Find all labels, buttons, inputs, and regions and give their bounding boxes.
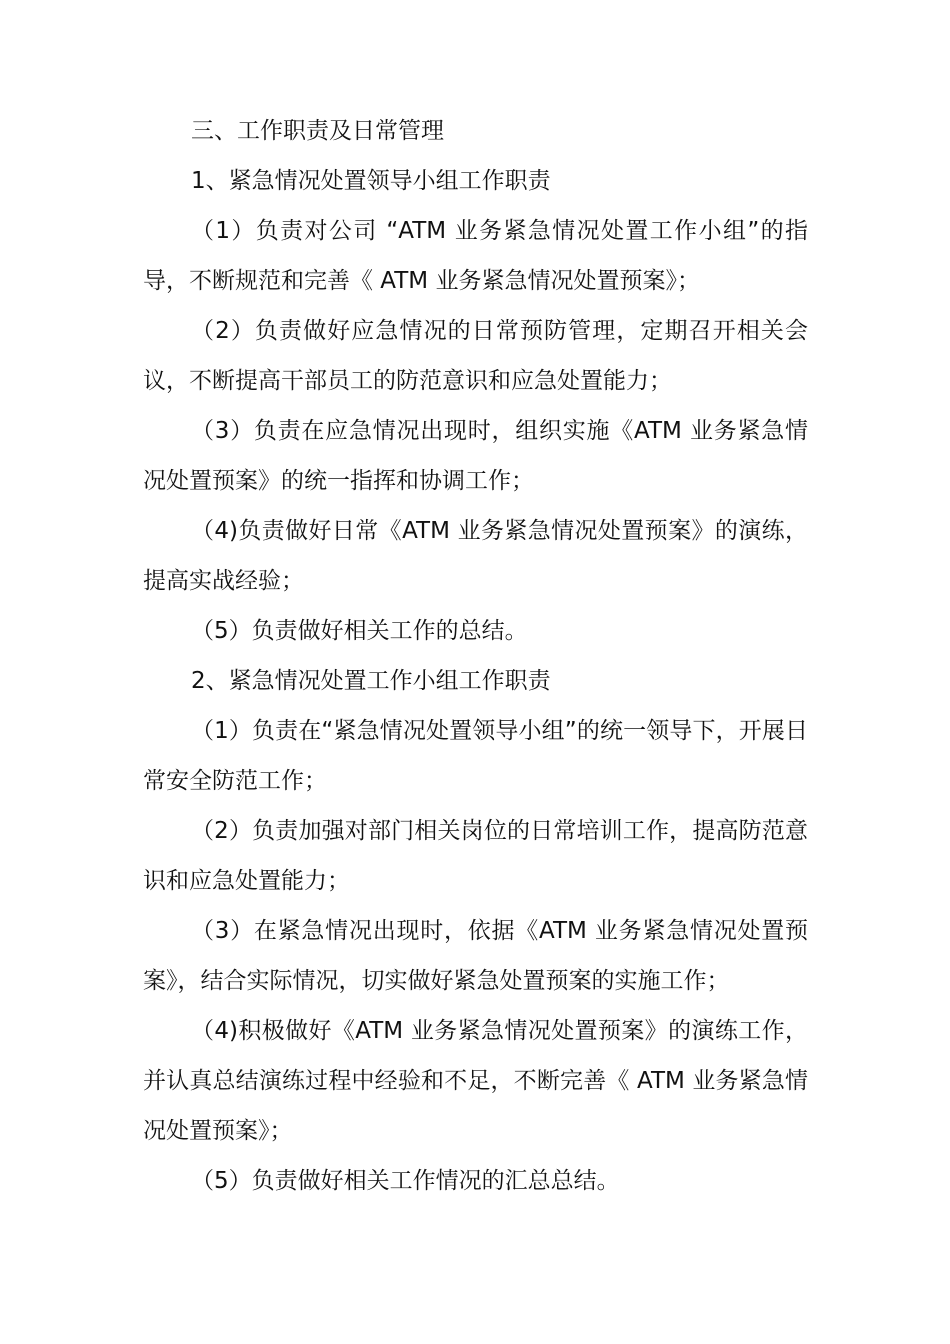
duty-item: （3）负责在应急情况出现时，组织实施《ATM 业务紧急情况处置预案》的统一指挥和协调工作； — [143, 418, 808, 494]
duty-item: （4)积极做好《ATM 业务紧急情况处置预案》的演练工作，并认真总结演练过程中经验和不足，不断完善《 ATM 业务紧急情况处置预案》； — [143, 1018, 808, 1144]
duty-item: （2）负责加强对部门相关岗位的日常培训工作，提高防范意识和应急处置能力； — [143, 818, 808, 894]
section-heading: 三、工作职责及日常管理 — [191, 118, 444, 144]
duty-item: （5）负责做好相关工作情况的汇总总结。 — [191, 1168, 620, 1194]
duty-item: （4)负责做好日常《ATM 业务紧急情况处置预案》的演练，提高实战经验； — [143, 518, 808, 594]
duty-item: （5）负责做好相关工作的总结。 — [191, 618, 528, 644]
subsection-heading-work-group: 2、紧急情况处置工作小组工作职责 — [191, 668, 551, 694]
duty-item: （3）在紧急情况出现时，依据《ATM 业务紧急情况处置预案》，结合实际情况，切实做好紧急处置预案的实施工作； — [143, 918, 808, 994]
subsection-heading-leader-group: 1、紧急情况处置领导小组工作职责 — [191, 168, 551, 194]
duty-item: （1）负责在“紧急情况处置领导小组”的统一领导下，开展日常安全防范工作； — [143, 718, 808, 794]
duty-item: （2）负责做好应急情况的日常预防管理，定期召开相关会议，不断提高干部员工的防范意识和应急处置能力； — [143, 318, 808, 394]
duty-item: （1）负责对公司 “ATM 业务紧急情况处置工作小组”的指导，不断规范和完善《 ATM 业务紧急情况处置预案》； — [143, 218, 808, 294]
document-body — [143, 106, 808, 1206]
